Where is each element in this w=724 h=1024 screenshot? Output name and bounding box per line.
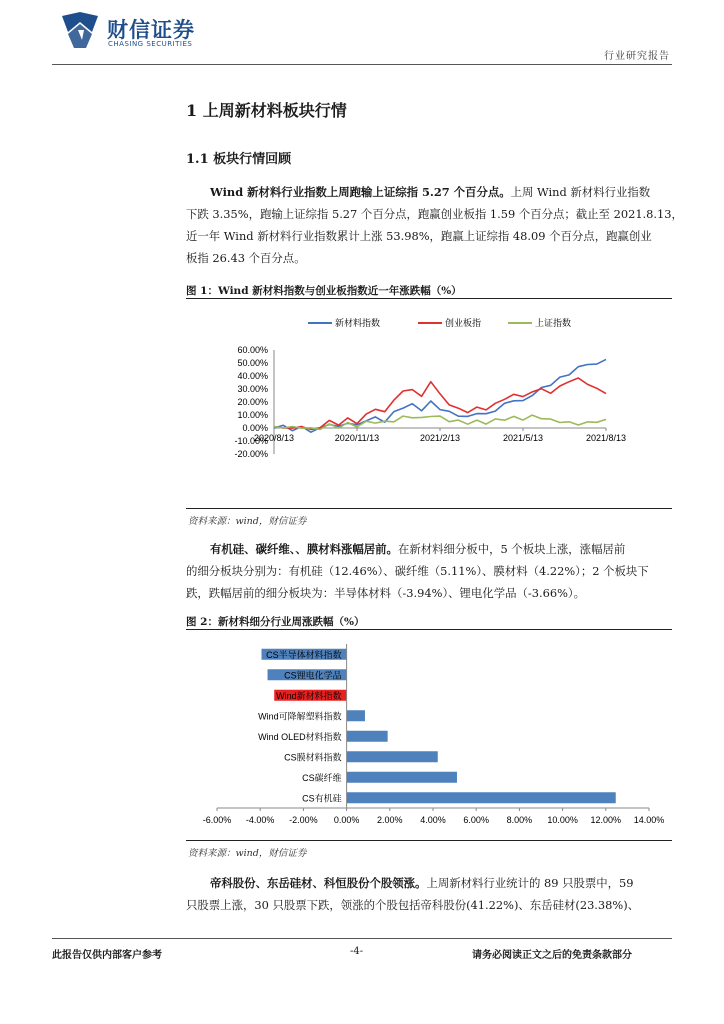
paragraph-1-line3: 近一年 Wind 新材料行业指数累计上涨 53.98%，跑赢上证综指 48.09 个百分点，跑赢创业 [186, 229, 652, 243]
x-tick-label: 2021/2/13 [419, 433, 461, 443]
figure-1-top-rule [186, 298, 672, 299]
paragraph-2-line3: 跌，跌幅居前的细分板块为：半导体材料（-3.94%）、锂电化学品（-3.66%）。 [186, 586, 585, 600]
x-tick-label: 12.00% [590, 815, 622, 825]
x-tick-label: -6.00% [202, 815, 232, 825]
x-tick-label: -2.00% [289, 815, 318, 825]
bar-7 [347, 792, 616, 803]
section-title: 1 上周新材料板块行情 [186, 101, 347, 120]
legend-label-0: 新材料指数 [335, 318, 381, 328]
company-logo-icon [58, 10, 102, 52]
y-tick-label: 10.00% [237, 410, 268, 420]
category-label-1: CS锂电化学品 [284, 670, 342, 681]
paragraph-3 [186, 872, 672, 916]
paragraph-3-line2: 只股票上涨，30 只股票下跌，领涨的个股包括帝科股份(41.22%)、东岳硅材(23.38%)、 [186, 898, 640, 912]
category-label-7: CS有机硅 [302, 793, 342, 804]
figure-1-title: 图 1：Wind 新材料指数与创业板指数近一年涨跌幅（%） [186, 285, 462, 297]
x-tick-label: 2020/8/13 [253, 433, 295, 443]
paragraph-2-line1: 在新材料细分板中，5 个板块上涨，涨幅居前 [397, 542, 626, 556]
figure-2-source: 资料来源：wind，财信证券 [188, 848, 307, 859]
y-tick-label: 40.00% [237, 371, 268, 381]
paragraph-3-line1: 上周新材料行业统计的 89 只股票中，59 [426, 876, 634, 890]
company-name-cn: 财信证券 [107, 18, 195, 42]
paragraph-2 [186, 538, 672, 604]
bar-6 [347, 772, 457, 783]
category-label-4: Wind OLED材料指数 [258, 731, 342, 742]
paragraph-1 [186, 181, 683, 269]
x-tick-label: 10.00% [547, 815, 578, 825]
category-label-3: Wind可降解塑料指数 [258, 711, 342, 722]
section-subtitle: 1.1 板块行情回顾 [186, 152, 292, 167]
x-tick-label: -4.00% [245, 815, 275, 825]
y-tick-label: 60.00% [237, 345, 268, 355]
paragraph-2-lead: 有机硅、碳纤维、、膜材料涨幅居前。 [210, 542, 398, 556]
x-tick-label: 0.00% [333, 815, 360, 825]
y-tick-label: 0.00% [242, 423, 268, 433]
bar-5 [347, 751, 438, 762]
x-tick-label: 14.00% [633, 815, 665, 825]
paragraph-2-line2: 的细分板块分别为：有机硅（12.46%）、碳纤维（5.11%）、膜材料（4.22%）；2 个板块下 [186, 564, 649, 578]
x-tick-label: 2020/11/13 [334, 433, 380, 443]
category-label-5: CS膜材料指数 [284, 752, 342, 763]
figure-2-bar-chart [186, 632, 672, 838]
figure-1-bottom-rule [186, 508, 672, 509]
category-label-2: Wind新材料指数 [276, 690, 342, 701]
y-tick-label: 20.00% [237, 397, 268, 407]
legend-label-1: 创业板指 [445, 318, 482, 328]
paragraph-1-line2: 下跌 3.35%，跑输上证综指 5.27 个百分点，跑赢创业板指 1.59 个百分点；截止至 2021.8.13， [186, 207, 683, 221]
y-tick-label: -10.00% [234, 436, 268, 446]
y-tick-label: -20.00% [234, 449, 268, 459]
footer-right: 请务必阅读正文之后的免责条款部分 [472, 950, 632, 961]
footer-left: 此报告仅供内部客户参考 [52, 950, 162, 961]
figure-2-title: 图 2：新材料细分行业周涨跌幅（%） [186, 616, 365, 628]
paragraph-1-lead: Wind 新材料行业指数上周跑输上证综指 5.27 个百分点。 [210, 185, 511, 199]
x-tick-label: 2021/5/13 [502, 433, 544, 443]
x-tick-label: 6.00% [463, 815, 489, 825]
bar-4 [347, 731, 388, 742]
x-tick-label: 4.00% [420, 815, 446, 825]
bar-3 [347, 710, 365, 721]
y-tick-label: 30.00% [237, 384, 268, 394]
series-line-2 [274, 415, 606, 429]
figure-1-source: 资料来源：wind，财信证券 [188, 516, 307, 527]
paragraph-1-line1: 上周 Wind 新材料行业指数 [510, 185, 651, 199]
footer-page-number: -4- [350, 946, 364, 957]
figure-1-line-chart [186, 302, 672, 512]
figure-2-top-rule [186, 629, 672, 630]
footer-rule [52, 938, 672, 939]
figure-2-bottom-rule [186, 840, 672, 841]
paragraph-3-lead: 帝科股份、东岳硅材、科恒股份个股领涨。 [210, 876, 427, 890]
x-tick-label: 8.00% [506, 815, 533, 825]
legend-label-2: 上证指数 [535, 318, 572, 328]
category-label-6: CS碳纤维 [302, 772, 342, 783]
x-tick-label: 2.00% [377, 815, 403, 825]
y-tick-label: 50.00% [237, 358, 268, 368]
company-name-en: CHASING SECURITIES [108, 40, 193, 48]
header [0, 0, 724, 70]
header-rule [52, 64, 672, 65]
paragraph-1-line4: 板指 26.43 个百分点。 [186, 251, 306, 265]
report-type: 行业研究报告 [604, 51, 670, 62]
x-tick-label: 2021/8/13 [585, 433, 627, 443]
category-label-0: CS半导体材料指数 [266, 649, 342, 660]
